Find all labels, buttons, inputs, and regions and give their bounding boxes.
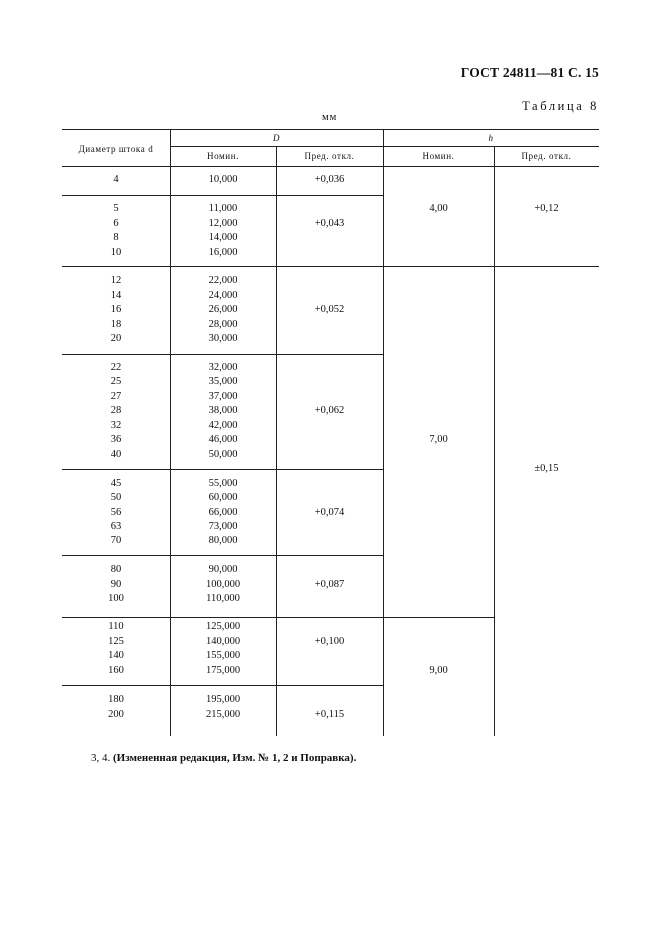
D-nominal-value: 11,000	[208, 203, 238, 214]
rod-diameter-value: 36	[110, 434, 122, 445]
D-nominal-value: 38,000	[208, 405, 238, 416]
D-tolerance-value: +0,074	[314, 507, 345, 518]
D-nominal-value: 195,000	[205, 694, 241, 705]
D-nominal-value: 110,000	[206, 593, 240, 604]
header-h-tolerance: Пред. откл.	[521, 151, 572, 161]
row-rule	[62, 469, 383, 470]
rod-diameter-value: 100	[108, 593, 124, 604]
rod-diameter-value: 25	[110, 376, 122, 387]
rod-diameter-value: 4	[113, 174, 119, 185]
D-nominal-value: 37,000	[208, 391, 238, 402]
row-rule	[62, 555, 383, 556]
D-nominal-value: 55,000	[208, 478, 238, 489]
row-rule	[62, 195, 383, 196]
rod-diameter-value: 5	[113, 203, 119, 214]
rod-diameter-value: 14	[110, 290, 122, 301]
rod-diameter-value: 90	[110, 579, 122, 590]
rod-diameter-value: 125	[108, 636, 124, 647]
header-D: D	[272, 133, 281, 143]
D-nominal-value: 24,000	[208, 290, 238, 301]
D-nominal-value: 80,000	[208, 535, 238, 546]
rod-diameter-value: 20	[110, 333, 122, 344]
header-mid-rule	[170, 146, 599, 147]
data-table	[62, 129, 599, 736]
D-tolerance-value: +0,052	[314, 304, 345, 315]
D-nominal-value: 22,000	[208, 275, 238, 286]
rod-diameter-value: 45	[110, 478, 122, 489]
D-nominal-value: 10,000	[208, 174, 238, 185]
h-nominal-value: 4,00	[429, 203, 448, 214]
h-nominal-value: 7,00	[429, 434, 448, 445]
D-tolerance-value: +0,036	[314, 174, 345, 185]
D-nominal-value: 73,000	[208, 521, 238, 532]
D-tolerance-value: +0,115	[314, 709, 345, 720]
rod-diameter-value: 180	[108, 694, 124, 705]
header-h-nominal: Номин.	[422, 151, 455, 161]
header-h: h	[488, 133, 494, 143]
rod-diameter-value: 32	[110, 420, 122, 431]
table-top-rule	[62, 129, 599, 130]
D-nominal-value: 12,000	[208, 218, 238, 229]
page-header: ГОСТ 24811—81 С. 15	[460, 65, 599, 80]
row-rule	[62, 617, 494, 618]
D-nominal-value: 125,000	[205, 621, 241, 632]
header-bottom-rule	[62, 166, 599, 167]
rod-diameter-value: 56	[110, 507, 122, 518]
header-D-nominal: Номин.	[206, 151, 239, 161]
rod-diameter-value: 22	[110, 362, 122, 373]
footnote-revision-note: (Измененная редакция, Изм. № 1, 2 и Поправка).	[113, 752, 357, 764]
rod-diameter-value: 10	[110, 247, 122, 258]
D-tolerance-value: +0,100	[314, 636, 345, 647]
h-nominal-value: 9,00	[429, 665, 448, 676]
D-nominal-value: 175,000	[205, 665, 241, 676]
D-nominal-value: 66,000	[208, 507, 238, 518]
D-nominal-value: 35,000	[208, 376, 238, 387]
rod-diameter-value: 160	[108, 665, 124, 676]
rod-diameter-value: 6	[113, 218, 119, 229]
D-nominal-value: 50,000	[208, 449, 238, 460]
rod-diameter-value: 12	[110, 275, 122, 286]
D-nominal-value: 28,000	[208, 319, 238, 330]
D-nominal-value: 140,000	[205, 636, 241, 647]
footnote-prefix: 3, 4.	[91, 752, 111, 764]
row-rule	[62, 685, 383, 686]
D-tolerance-value: +0,087	[314, 579, 345, 590]
D-nominal-value: 32,000	[208, 362, 238, 373]
rod-diameter-value: 28	[110, 405, 122, 416]
col-rule	[494, 146, 495, 736]
D-tolerance-value: +0,062	[314, 405, 345, 416]
D-tolerance-value: +0,043	[314, 218, 345, 229]
rod-diameter-value: 16	[110, 304, 122, 315]
rod-diameter-value: 27	[110, 391, 122, 402]
D-nominal-value: 90,000	[208, 564, 238, 575]
table-name: Таблица 8	[522, 99, 599, 113]
rod-diameter-value: 200	[108, 709, 124, 720]
D-nominal-value: 215,000	[205, 709, 241, 720]
rod-diameter-value: 63	[110, 521, 122, 532]
row-rule	[62, 354, 383, 355]
footnote	[91, 752, 356, 764]
D-nominal-value: 14,000	[208, 232, 238, 243]
header-D-tolerance: Пред. откл.	[304, 151, 355, 161]
D-nominal-value: 30,000	[208, 333, 238, 344]
rod-diameter-value: 110	[108, 621, 124, 632]
rod-diameter-value: 8	[113, 232, 119, 243]
D-nominal-value: 46,000	[208, 434, 238, 445]
rod-diameter-value: 80	[110, 564, 122, 575]
rod-diameter-value: 50	[110, 492, 122, 503]
table-units: мм	[322, 112, 338, 123]
rod-diameter-value: 140	[108, 650, 124, 661]
rod-diameter-value: 70	[110, 535, 122, 546]
D-nominal-value: 16,000	[208, 247, 238, 258]
h-tolerance-value: +0,12	[534, 203, 559, 214]
rod-diameter-value: 18	[110, 319, 122, 330]
D-nominal-value: 42,000	[208, 420, 238, 431]
h-tolerance-value: ±0,15	[534, 463, 559, 474]
D-nominal-value: 60,000	[208, 492, 238, 503]
D-nominal-value: 100,000	[205, 579, 241, 590]
D-nominal-value: 155,000	[205, 650, 241, 661]
rod-diameter-value: 40	[110, 449, 122, 460]
header-rod-diameter: Диаметр штока d	[78, 144, 154, 154]
row-rule	[62, 266, 599, 267]
D-nominal-value: 26,000	[208, 304, 238, 315]
